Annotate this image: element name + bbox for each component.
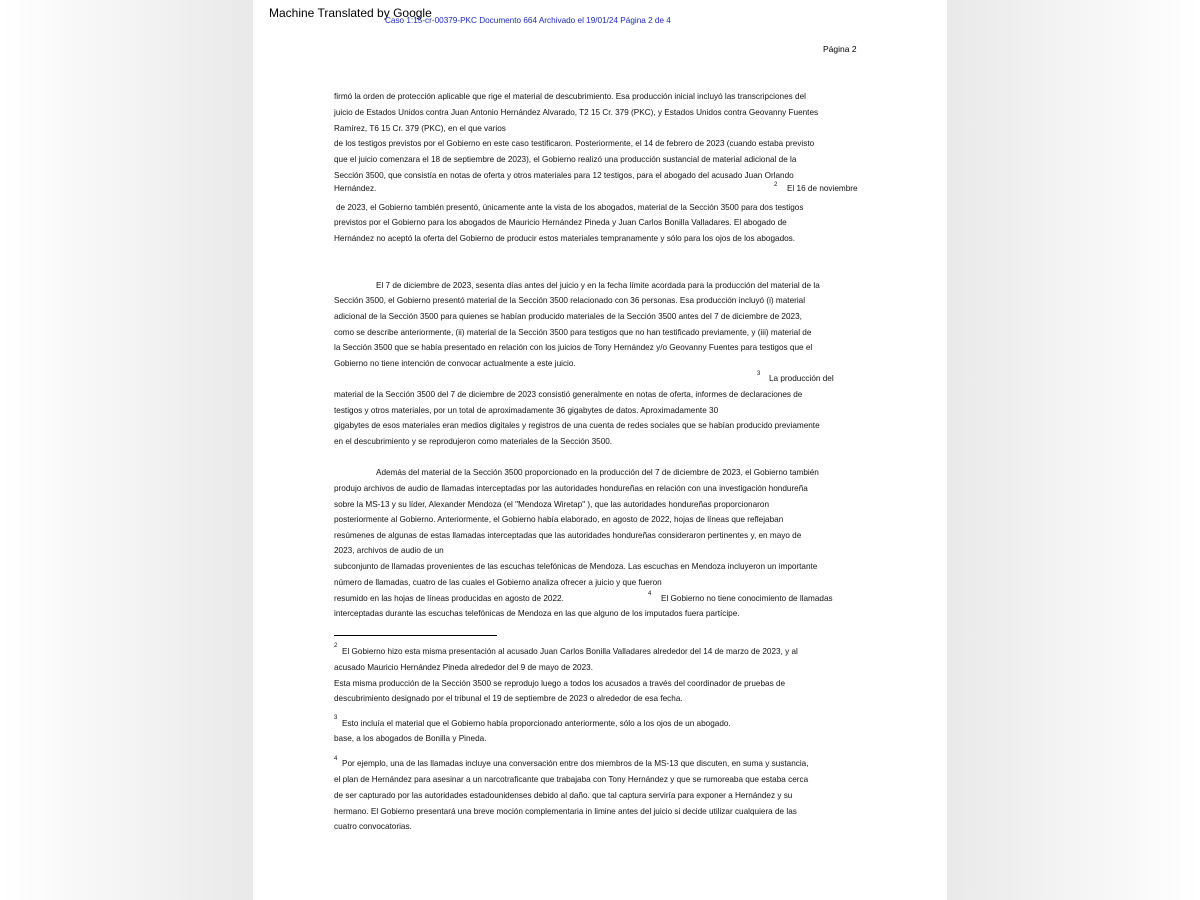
text-line: en el descubrimiento y se reprodujeron como materiales de la Sección 3500. [334,437,613,446]
text-line: produjo archivos de audio de llamadas interceptadas por las autoridades hondureñas en relación con una investigación hondureña [334,484,808,493]
text-line: posteriormente al Gobierno. Anteriormente, el Gobierno había elaborado, en agosto de 2022, hojas de líneas que reflejaban [334,515,784,524]
footnote-line: hermano. El Gobierno presentará una breve moción complementaria in limine antes del juicio si decide utilizar cualquiera de las [334,807,797,816]
text-line: material de la Sección 3500 del 7 de diciembre de 2023 consistió generalmente en notas de oferta, informes de declaraciones de [334,390,803,399]
text-line: como se describe anteriormente, (ii) material de la Sección 3500 para testigos que no han testificado previamente, y (iii) material de [334,328,812,337]
text-line: Hernández no aceptó la oferta del Gobierno de producir estos materiales tempranamente y sólo para los ojos de los abogados. [334,234,796,243]
text-line: Gobierno no tiene intención de convocar actualmente a este juicio. [334,359,576,368]
footnote-line: de ser capturado por las autoridades estadounidenses debido al daño. que tal captura serviría para exponer a Hernández y su [334,791,793,800]
footnote-number: 3 [334,715,338,721]
footnote-line: El Gobierno hizo esta misma presentación al acusado Juan Carlos Bonilla Valladares alrededor del 14 de marzo de 2023, y al [342,647,798,656]
footnote-line: Por ejemplo, una de las llamadas incluye una conversación entre dos miembros de la MS-13 que discuten, en suma y sustancia, [342,759,809,768]
text-line: La producción del [769,374,834,383]
footnote-number: 2 [334,643,338,649]
footnote-line: el plan de Hernández para asesinar a un narcotraficante que trabajaba con Tony Hernández y que se rumoreaba que estaba cerca [334,775,809,784]
text-line: subconjunto de llamadas provenientes de las escuchas telefónicas de Mendoza. Las escuchas en Mendoza incluyeron un importante [334,562,818,571]
text-line: juicio de Estados Unidos contra Juan Antonio Hernández Alvarado, T2 15 Cr. 379 (PKC), y Estados Unidos contra Geovanny Fuentes [334,108,819,117]
text-line: resúmenes de algunas de estas llamadas interceptadas que las autoridades hondureñas consideraron pertinentes y, en mayo de [334,531,802,540]
text-line: la Sección 3500 que se había presentado en relación con los juicios de Tony Hernández y/o Geovanny Fuentes para testigos que el [334,343,813,352]
text-line: 2023, archivos de audio de un [334,546,444,555]
text-line: que el juicio comenzara el 18 de septiembre de 2023), el Gobierno realizó una producción sustancial de material adicional de la [334,155,797,164]
text-line: Sección 3500, que consistía en notas de oferta y otros materiales para 12 testigos, para el abogado del acusado Juan Orlando [334,171,794,180]
machine-translation-banner: Machine Translated by Google [269,6,432,20]
footnote-line: cuatro convocatorias. [334,822,412,831]
text-line: El Gobierno no tiene conocimiento de llamadas [661,594,833,603]
text-line: previstos por el Gobierno para los abogados de Mauricio Hernández Pineda y Juan Carlos Bonilla Valladares. El abogado de [334,218,787,227]
footnote-line: base, a los abogados de Bonilla y Pineda. [334,734,487,743]
footnote-line: Esto incluía el material que el Gobierno había proporcionado anteriormente, sólo a los ojos de un abogado. [342,719,731,728]
text-line: resumido en las hojas de líneas producidas en agosto de 2022. [334,594,564,603]
footnote-ref-3: 3 [757,371,761,377]
text-line: número de llamadas, cuatro de las cuales el Gobierno analiza ofrecer a juicio y que fueron [334,578,662,587]
text-line: de 2023, el Gobierno también presentó, únicamente ante la vista de los abogados, material de la Sección 3500 para dos testigos [336,203,804,212]
footnote-number: 4 [334,756,338,762]
footnote-line: acusado Mauricio Hernández Pineda alrededor del 9 de mayo de 2023. [334,663,593,672]
text-line: Además del material de la Sección 3500 proporcionado en la producción del 7 de diciembre de 2023, el Gobierno también [376,468,819,477]
text-line: Ramírez, T6 15 Cr. 379 (PKC), en el que varios [334,124,506,133]
viewer-background-right [947,0,1200,900]
case-header: Caso 1:15-cr-00379-PKC Documento 664 Archivado el 19/01/24 Página 2 de 4 [385,16,671,25]
text-line: El 16 de noviembre [787,184,858,193]
footnote-line: descubrimiento designado por el tribunal el 19 de septiembre de 2023 o alrededor de esa fecha. [334,694,683,703]
page-number-label: Página 2 [823,44,857,54]
footnote-ref-4: 4 [648,591,652,597]
text-line: Hernández. [334,184,377,193]
text-line: sobre la MS-13 y su líder, Alexander Mendoza (el "Mendoza Wiretap" ), que las autoridades hondureñas proporcionaron [334,500,769,509]
viewer-background-left [0,0,253,900]
text-line: firmó la orden de protección aplicable que rige el material de descubrimiento. Esa producción inicial incluyó las transcripciones del [334,92,806,101]
text-line: El 7 de diciembre de 2023, sesenta días antes del juicio y en la fecha límite acordada para la producción del material de la [376,281,820,290]
footnote-separator [334,635,497,636]
text-line: Sección 3500, el Gobierno presentó material de la Sección 3500 relacionado con 36 personas. Esa producción incluyó (i) material [334,296,806,305]
text-line: adicional de la Sección 3500 para quienes se habían producido materiales de la Sección 3500 antes del 7 de diciembre de 2023, [334,312,802,321]
footnote-ref-2: 2 [774,182,778,188]
text-line: de los testigos previstos por el Gobierno en este caso testificaron. Posteriormente, el 14 de febrero de 2023 (cuando estaba previsto [334,139,815,148]
text-line: testigos y otros materiales, por un total de aproximadamente 36 gigabytes de datos. Aproximadamente 30 [334,406,719,415]
text-line: gigabytes de esos materiales eran medios digitales y registros de una cuenta de redes sociales que se habían producido previamente [334,421,820,430]
footnote-line: Esta misma producción de la Sección 3500 se reprodujo luego a todos los acusados a través del coordinador de pruebas de [334,679,786,688]
text-line: interceptadas durante las escuchas telefónicas de Mendoza en las que alguno de los imputados fuera partícipe. [334,609,740,618]
